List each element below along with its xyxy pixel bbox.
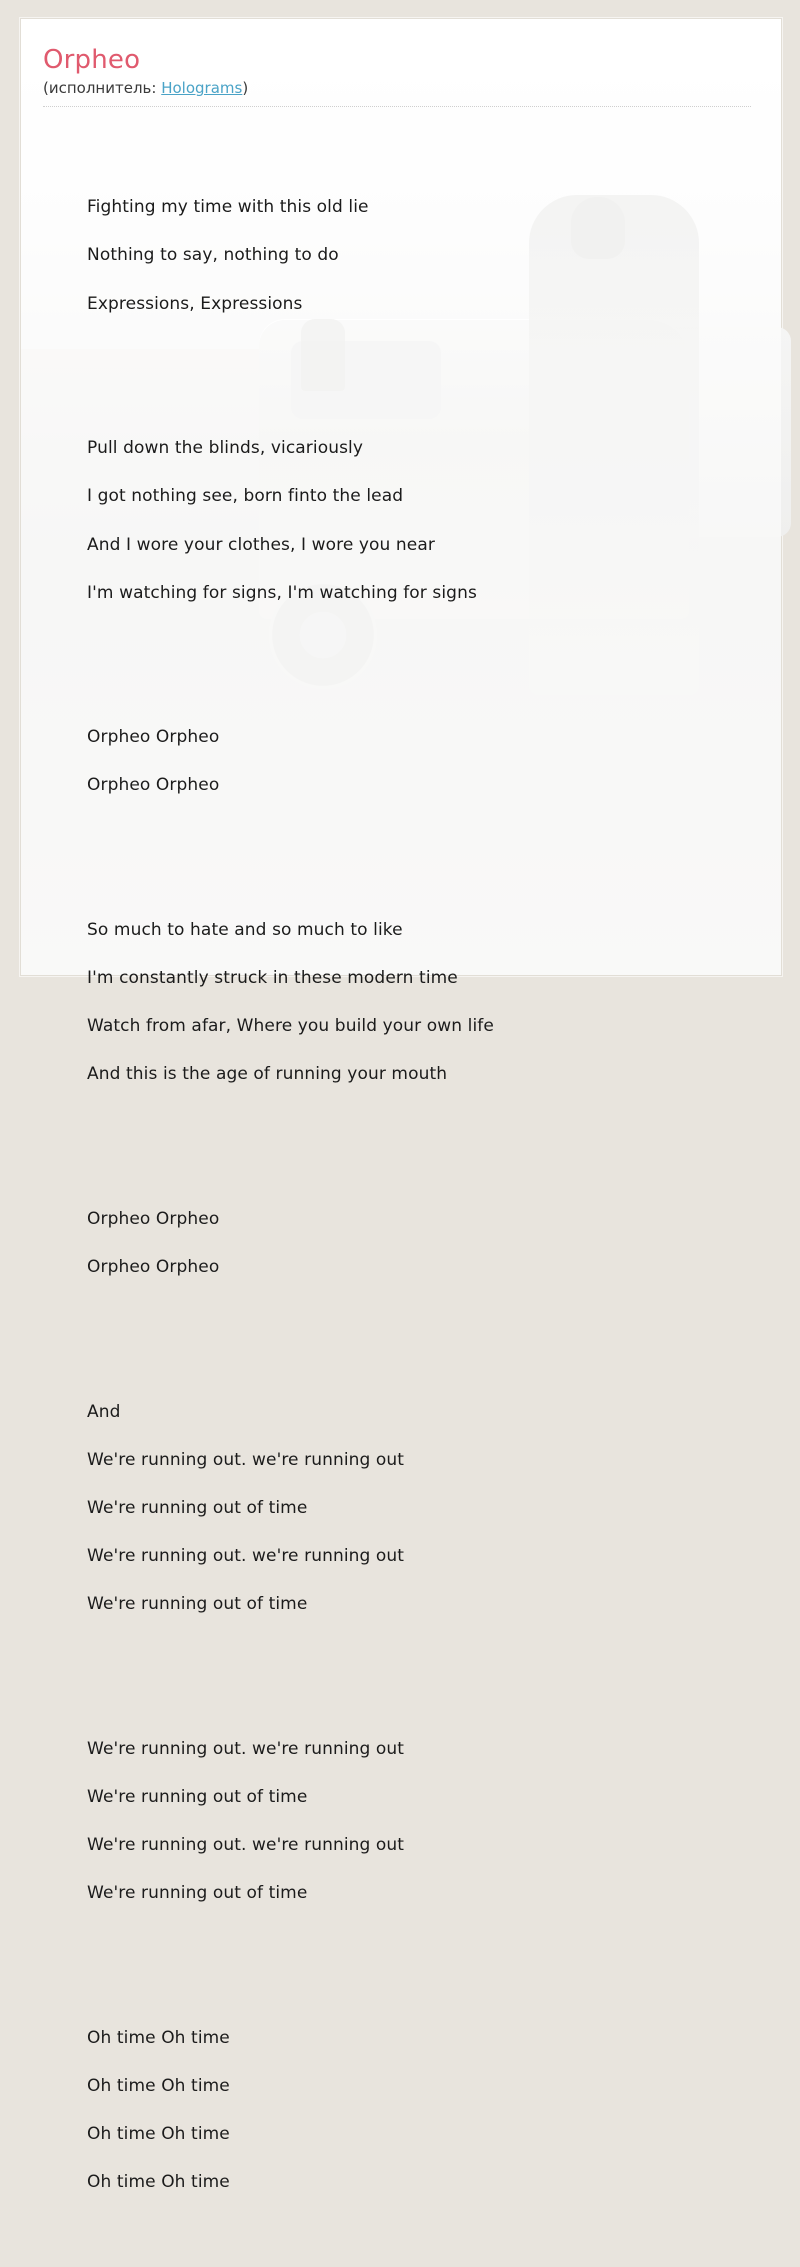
lyrics-stanza [43, 894, 751, 1111]
lyrics-stanza [43, 171, 751, 340]
lyrics-stanza [43, 1375, 751, 1640]
lyrics-line: Orpheo Orpheo [87, 1257, 220, 1278]
lyrics-line: We're running out. we're running out [87, 1738, 405, 1759]
artist-line [43, 79, 751, 107]
lyrics-line: Oh time Oh time [87, 2172, 230, 2193]
lyrics-line: Orpheo Orpheo [87, 1208, 220, 1229]
lyrics-line: And this is the age of running your mouth [87, 1064, 448, 1085]
lyrics-card [20, 18, 782, 2193]
lyrics-line: So much to hate and so much to like [87, 919, 403, 940]
lyrics-line: We're running out of time [87, 1786, 308, 1807]
lyrics-line: Orpheo Orpheo [87, 775, 220, 796]
lyrics-stanza [43, 701, 751, 821]
lyrics-body [43, 123, 751, 2267]
page-title: Orpheo [43, 45, 141, 75]
lyrics-stanza [43, 2002, 751, 2219]
lyrics-line: We're running out. we're running out [87, 1835, 405, 1856]
artist-suffix-label: ) [242, 79, 249, 97]
lyrics-line: We're running out. we're running out [87, 1449, 405, 1470]
lyrics-line: We're running out of time [87, 1594, 308, 1615]
lyrics-line: And I wore your clothes, I wore you near [87, 534, 435, 555]
lyrics-line: Oh time Oh time [87, 2075, 230, 2096]
lyrics-line: Expressions, Expressions [87, 293, 303, 314]
lyrics-stanza [43, 412, 751, 629]
lyrics-stanza [43, 1713, 751, 1930]
artist-link[interactable]: Holograms [161, 79, 243, 97]
lyrics-line: Fighting my time with this old lie [87, 197, 369, 218]
lyrics-line: We're running out of time [87, 1497, 308, 1518]
lyrics-line: Oh time Oh time [87, 2027, 230, 2048]
lyrics-line: Orpheo Orpheo [87, 727, 220, 748]
lyrics-line: We're running out of time [87, 1883, 308, 1904]
lyrics-line: Pull down the blinds, vicariously [87, 438, 364, 459]
lyrics-line: And [87, 1401, 121, 1422]
lyrics-line: I'm constantly struck in these modern time [87, 968, 458, 988]
lyrics-line: I'm watching for signs, I'm watching for signs [87, 582, 477, 603]
artist-prefix-label: (исполнитель: [43, 79, 157, 97]
lyrics-line: Watch from afar, Where you build your own life [87, 1016, 494, 1037]
lyrics-line: I got nothing see, born finto the lead [87, 486, 404, 507]
content-area [21, 19, 781, 2193]
lyrics-line: Oh time Oh time [87, 2124, 230, 2145]
lyrics-stanza [43, 1183, 751, 1303]
lyrics-line: We're running out. we're running out [87, 1546, 405, 1567]
lyrics-line: Nothing to say, nothing to do [87, 245, 339, 266]
